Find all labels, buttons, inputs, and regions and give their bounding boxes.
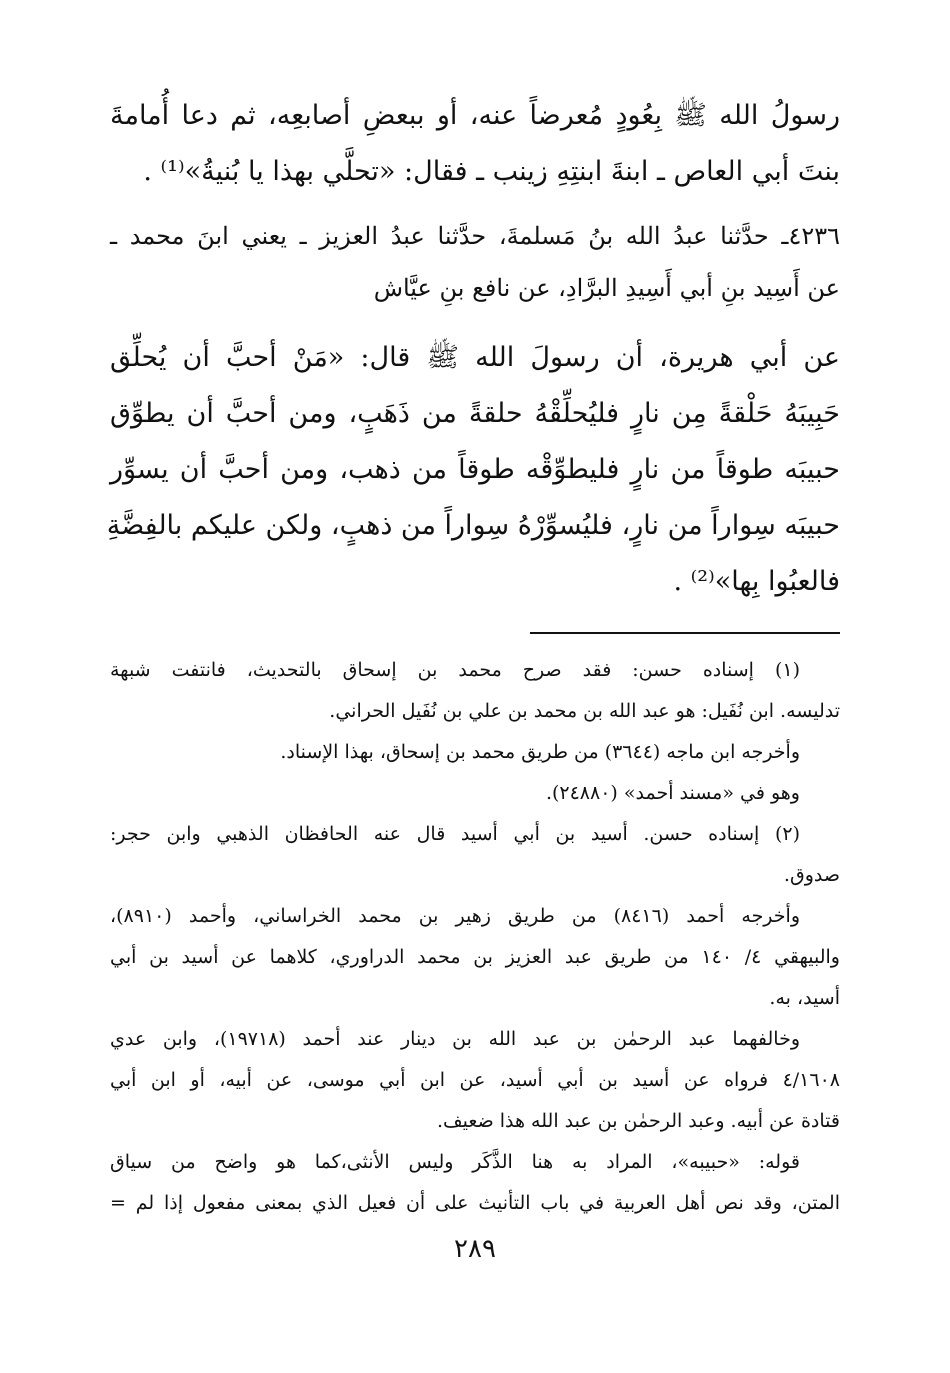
main-text-continuation [110, 88, 840, 200]
hadith-matn [106, 330, 840, 610]
footnote-line: وأخرجه ابن ماجه (٣٦٤٤) من طريق محمد بن إسحاق، بهذا الإسناد. [280, 741, 800, 763]
footnote-line: المتن، وقد نص أهل العربية في باب التأنيث على أن فعيل الذي بمعنى مفعول إذا لم = [110, 1192, 840, 1214]
footnote-line: وهو في «مسند أحمد» (٢٤٨٨٠). [545, 782, 800, 804]
matn-line: حَبِيبَهُ حَلْقةً مِن نارٍ فليُحلِّقْهُ حلقةً من ذَهَبٍ، ومن أحبَّ أن يطوِّق [110, 398, 840, 429]
footnote-line: تدليسه. ابن نُفَيل: هو عبد الله بن محمد بن علي بن نُفَيل الحراني. [329, 700, 840, 722]
footnote-line: وخالفهما عبد الرحمٰن بن عبد الله بن دينار عند أحمد (١٩٧١٨)، وابن عدي [110, 1028, 800, 1050]
footnote-line: أسيد، به. [769, 987, 840, 1009]
page-body [106, 88, 840, 1224]
footnote-line: (١) إسناده حسن: فقد صرح محمد بن إسحاق بالتحديث، فانتفت شبهة [110, 659, 800, 681]
footnotes [110, 650, 840, 1224]
footnote-line: قوله: «حبيبه»، المراد به هنا الذَّكَر وليس الأنثى،كما هو واضح من سياق [110, 1151, 800, 1173]
page-number: ٢٨٩ [454, 1234, 496, 1264]
isnad-line: عن أَسِيد بنِ أبي أَسِيدِ البرَّادِ، عن نافع بنِ عيَّاش [373, 274, 840, 302]
footnote-line: (٢) إسناده حسن. أسيد بن أبي أسيد قال عنه الحافظان الذهبي وابن حجر: [110, 823, 800, 845]
isnad-line: ٤٢٣٦ـ حدَّثنا عبدُ الله بنُ مَسلمةَ، حدَّثنا عبدُ العزيز ـ يعني ابنَ محمد ـ [110, 222, 840, 250]
matn-line: عن أبي هريرة، أن رسولَ الله ﷺ قال: «مَنْ أحبَّ أن يُحلِّق [110, 342, 840, 373]
footnote-line: والبيهقي ٤/ ١٤٠ من طريق عبد العزيز بن محمد الدراوري، كلاهما عن أسيد بن أبي [110, 946, 840, 968]
matn-line: فالعبُوا بِها»⁽²⁾ . [673, 566, 840, 597]
footnote-line: صدوق. [783, 864, 840, 886]
matn-line: حبيبَه سِواراً من نارٍ، فليُسوِّرْهُ سِواراً من ذهبٍ، ولكن عليكم بالفِضَّةِ [106, 510, 840, 541]
hadith-isnad [110, 210, 840, 314]
footnote-line: ٤/١٦٠٨ فرواه عن أسيد بن أبي أسيد، عن ابن أبي موسى، عن أبيه، أو ابن أبي [110, 1069, 840, 1091]
footnote-line: وأخرجه أحمد (٨٤١٦) من طريق زهير بن محمد الخراساني، وأحمد (٨٩١٠)، [110, 905, 800, 927]
footnote-separator [530, 632, 840, 634]
main-text-line: بنتَ أبي العاص ـ ابنةَ ابنتِهِ زينب ـ فقال: «تحلَّي بهذا يا بُنيةُ»⁽¹⁾ . [143, 156, 840, 187]
main-text-line: رسولُ الله ﷺ بِعُودٍ مُعرضاً عنه، أو ببعضِ أصابعِه، ثم دعا أُمامةَ [110, 100, 840, 131]
footnote-line: قتادة عن أبيه. وعبد الرحمٰن بن عبد الله هذا ضعيف. [436, 1110, 840, 1132]
matn-line: حبيبَه طوقاً من نارٍ فليطوِّقْه طوقاً من ذهب، ومن أحبَّ أن يسوِّر [110, 454, 840, 485]
